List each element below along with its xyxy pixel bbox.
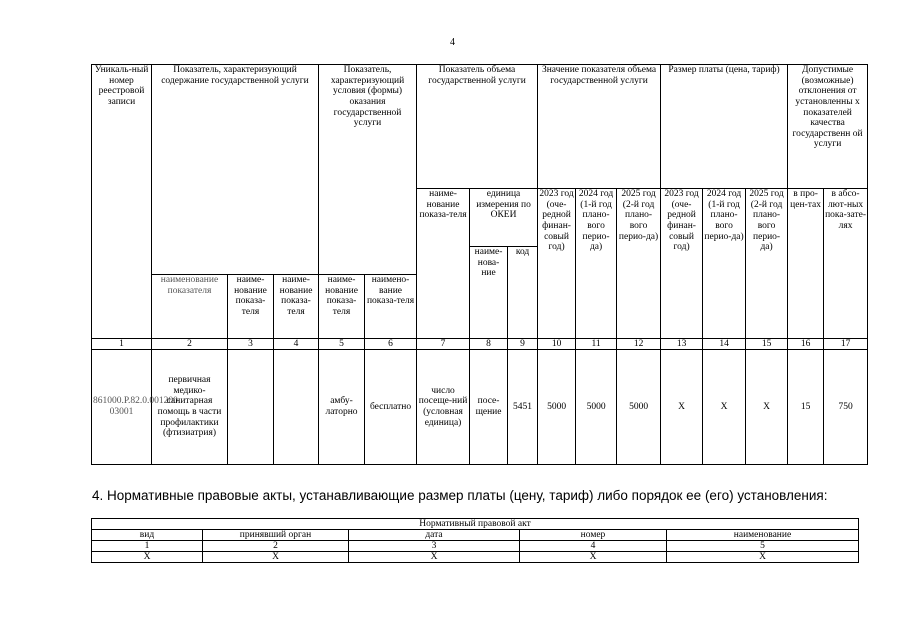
column-number: 9 [508, 339, 538, 350]
header-volume-indicator: Показатель объема государственной услуги [417, 65, 538, 189]
acts-value-date: Х [349, 552, 520, 563]
header-deviation-absolute: в абсо-лют-ных пока-зате-лях [824, 189, 868, 339]
column-number: 5 [319, 339, 365, 350]
column-number: 11 [576, 339, 617, 350]
unit-name-cell: посе-щение [470, 350, 508, 465]
header-unit-code: код [508, 247, 538, 339]
header-fee-2025: 2025 год (2-й год плано-вого перио-да) [746, 189, 788, 339]
column-number: 6 [365, 339, 417, 350]
header-indicator-name: наиме-нование показа-теля [417, 189, 470, 339]
table-row [92, 552, 859, 563]
acts-value-authority: Х [203, 552, 349, 563]
acts-value-name: Х [667, 552, 859, 563]
payment-condition-cell: бесплатно [365, 350, 417, 465]
column-number: 7 [417, 339, 470, 350]
column-number: 4 [274, 339, 319, 350]
subheader-content-3: наиме-нование показа-теля [274, 275, 319, 339]
header-volume-2023: 2023 год (оче-редной финан-совый год) [538, 189, 576, 339]
column-number: 10 [538, 339, 576, 350]
column-number: 5 [667, 541, 859, 552]
column-number: 2 [203, 541, 349, 552]
column-number: 14 [703, 339, 746, 350]
acts-col-name: наименование [667, 530, 859, 541]
acts-col-authority: принявший орган [203, 530, 349, 541]
header-deviation-percent: в про-цен-тах [788, 189, 824, 339]
acts-col-type: вид [92, 530, 203, 541]
service-content-cell: первичная медико-санитарная помощь в части профилактики (фтизиатрия) [152, 350, 228, 465]
unit-code-cell: 5451 [508, 350, 538, 465]
acts-number-row [92, 541, 859, 552]
column-number: 2 [152, 339, 228, 350]
column-number-row [92, 339, 868, 350]
header-unit-okei: единица измерения по ОКЕИ [470, 189, 538, 247]
column-number: 3 [349, 541, 520, 552]
header-registry-number: Уникаль-ный номер реестровой записи [92, 65, 152, 339]
header-volume-2025: 2025 год (2-й год плано-вого перио-да) [617, 189, 661, 339]
acts-value-number: Х [520, 552, 667, 563]
content-indicator-2-cell [228, 350, 274, 465]
acts-value-type: Х [92, 552, 203, 563]
subheader-content-1: наименование показателя [152, 275, 228, 339]
column-number: 8 [470, 339, 508, 350]
deviation-absolute-cell: 750 [824, 350, 868, 465]
header-volume-2024: 2024 год (1-й год плано-вого перио-да) [576, 189, 617, 339]
acts-col-date: дата [349, 530, 520, 541]
registry-number-cell: 861000.Р.82.0.001200 03001 [92, 350, 152, 465]
header-allowed-deviations: Допустимые (возможные) отклонения от установленны х показателей качества государственн ой услуги [788, 65, 868, 189]
header-content-indicator: Показатель, характеризующий содержание государственной услуги [152, 65, 319, 275]
header-volume-value: Значение показателя объема государственной услуги [538, 65, 661, 189]
deviation-percent-cell: 15 [788, 350, 824, 465]
section-4-title: 4. Нормативные правовые акты, устанавливающие размер платы (цену, тариф) либо порядок ее (его) установления: [92, 488, 828, 503]
fee-2023-cell: Х [661, 350, 703, 465]
column-number: 17 [824, 339, 868, 350]
fee-2024-cell: Х [703, 350, 746, 465]
column-number: 12 [617, 339, 661, 350]
column-number: 4 [520, 541, 667, 552]
subheader-condition-2: наимено-вание показа-теля [365, 275, 417, 339]
header-unit-name: наиме-нова-ние [470, 247, 508, 339]
table-row [92, 350, 868, 465]
column-number: 3 [228, 339, 274, 350]
acts-header: Нормативный правовой акт [92, 519, 859, 530]
acts-column-headers [92, 530, 859, 541]
volume-2024-cell: 5000 [576, 350, 617, 465]
fee-2025-cell: Х [746, 350, 788, 465]
header-fee-size: Размер платы (цена, тариф) [661, 65, 788, 189]
column-number: 1 [92, 541, 203, 552]
legal-acts-table [91, 518, 859, 563]
column-number: 13 [661, 339, 703, 350]
volume-2023-cell: 5000 [538, 350, 576, 465]
header-conditions-indicator: Показатель, характеризующий условия (формы) оказания государственной услуги [319, 65, 417, 275]
acts-col-number: номер [520, 530, 667, 541]
column-number: 16 [788, 339, 824, 350]
column-number: 15 [746, 339, 788, 350]
content-indicator-3-cell [274, 350, 319, 465]
header-fee-2023: 2023 год (оче-редной финан-совый год) [661, 189, 703, 339]
column-number: 1 [92, 339, 152, 350]
volume-indicator-cell: число посеще-ний (условная единица) [417, 350, 470, 465]
subheader-condition-1: наиме-нование показа-теля [319, 275, 365, 339]
subheader-content-2: наиме-нование показа-теля [228, 275, 274, 339]
service-form-cell: амбу-латорно [319, 350, 365, 465]
header-fee-2024: 2024 год (1-й год плано-вого перио-да) [703, 189, 746, 339]
service-volume-table [91, 64, 868, 465]
volume-2025-cell: 5000 [617, 350, 661, 465]
page-number: 4 [450, 37, 455, 48]
